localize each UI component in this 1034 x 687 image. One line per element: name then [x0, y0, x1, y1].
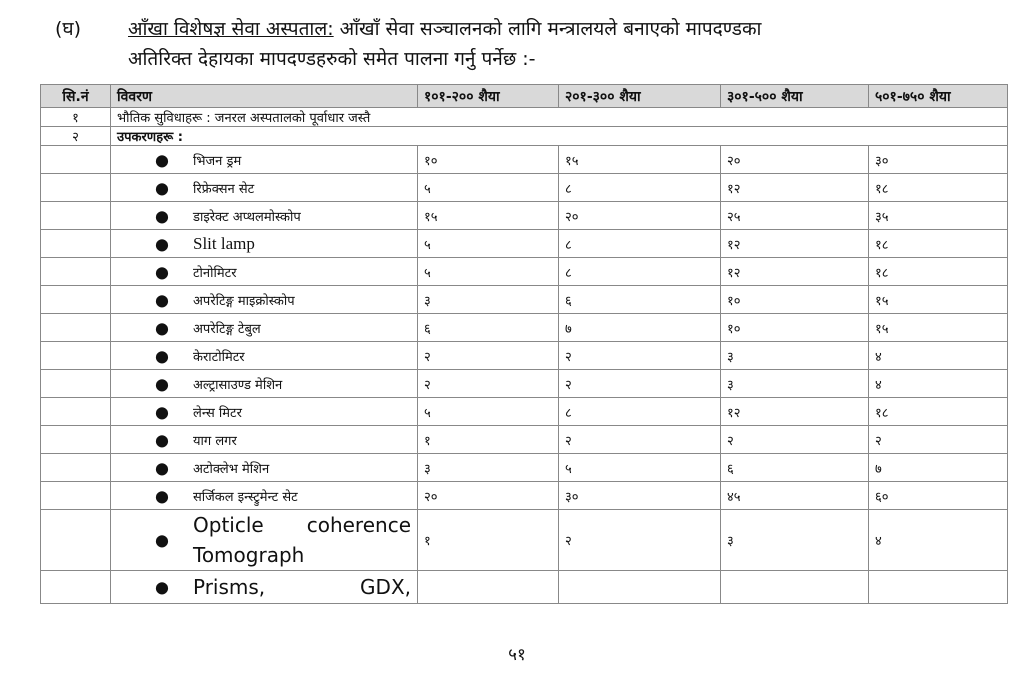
header-beds-301-500: ३०१-५०० शैया	[721, 85, 869, 108]
bullet-icon: ●	[155, 374, 169, 393]
table-row	[41, 146, 1008, 174]
bullet-icon: ●	[155, 577, 169, 597]
item-name	[193, 510, 411, 570]
value-beds-101-200: २	[418, 370, 559, 398]
item-name-cell	[111, 342, 418, 370]
table-row	[41, 571, 1008, 604]
heading-line-1	[128, 14, 761, 44]
value-beds-301-500: २	[721, 426, 869, 454]
value-beds-201-300: ३०	[559, 482, 721, 510]
item-name: अपरेटिङ्ग माइक्रोस्कोप	[193, 293, 295, 309]
value-beds-501-750	[869, 571, 1008, 604]
item-name-cell	[111, 454, 418, 482]
value-beds-501-750: १८	[869, 258, 1008, 286]
bullet-icon: ●	[155, 430, 169, 449]
value-beds-101-200: ५	[418, 398, 559, 426]
table-row	[41, 258, 1008, 286]
row-serial-no	[41, 314, 111, 342]
value-beds-101-200: ५	[418, 258, 559, 286]
row-serial-no	[41, 398, 111, 426]
heading-line-1-text: आँखाँ सेवा सञ्चालनको लागि मन्त्रालयले बनाएको मापदण्डका	[339, 18, 762, 40]
item-name-line-1: Opticle coherence	[193, 513, 411, 537]
row-serial-no	[41, 174, 111, 202]
item-name: याग लगर	[193, 433, 237, 449]
bullet-icon: ●	[155, 262, 169, 281]
table-row	[41, 202, 1008, 230]
value-beds-501-750: २	[869, 426, 1008, 454]
table-row	[41, 314, 1008, 342]
item-name-cell	[111, 174, 418, 202]
value-beds-301-500: २०	[721, 146, 869, 174]
value-beds-201-300: २	[559, 342, 721, 370]
value-beds-501-750: ४	[869, 370, 1008, 398]
item-name: अपरेटिङ्ग टेबुल	[193, 321, 261, 337]
header-beds-201-300: २०१-३०० शैया	[559, 85, 721, 108]
value-beds-201-300: ८	[559, 174, 721, 202]
bullet-icon: ●	[155, 530, 169, 550]
row-serial-no	[41, 510, 111, 571]
value-beds-501-750: १५	[869, 314, 1008, 342]
value-beds-301-500: ३	[721, 370, 869, 398]
value-beds-501-750: ४	[869, 510, 1008, 571]
item-name-cell	[111, 146, 418, 174]
value-beds-101-200: ५	[418, 230, 559, 258]
table-row	[41, 454, 1008, 482]
value-beds-301-500: ४५	[721, 482, 869, 510]
value-beds-201-300: ८	[559, 230, 721, 258]
header-description: विवरण	[111, 85, 418, 108]
row-serial-no	[41, 454, 111, 482]
item-name-cell	[111, 258, 418, 286]
value-beds-301-500: १२	[721, 230, 869, 258]
table-header-row	[41, 85, 1008, 108]
row-serial-no	[41, 370, 111, 398]
table-row	[41, 108, 1008, 127]
item-name: केराटोमिटर	[193, 349, 245, 365]
value-beds-101-200: १	[418, 426, 559, 454]
bullet-icon: ●	[155, 318, 169, 337]
value-beds-501-750: १५	[869, 286, 1008, 314]
item-name: टोनोमिटर	[193, 265, 237, 281]
value-beds-301-500: ६	[721, 454, 869, 482]
bullet-icon: ●	[155, 346, 169, 365]
item-name-cell	[111, 571, 418, 604]
item-name-cell	[111, 202, 418, 230]
equipment-table	[40, 84, 1008, 604]
value-beds-301-500: १०	[721, 286, 869, 314]
page-number: ५१	[508, 645, 526, 665]
bullet-icon: ●	[155, 178, 169, 197]
row-serial-no	[41, 146, 111, 174]
row-serial-no	[41, 342, 111, 370]
value-beds-501-750: ३०	[869, 146, 1008, 174]
value-beds-201-300: ८	[559, 258, 721, 286]
value-beds-101-200: ६	[418, 314, 559, 342]
item-name: सर्जिकल इन्स्ट्रुमेन्ट सेट	[193, 489, 298, 505]
value-beds-301-500: २५	[721, 202, 869, 230]
row-serial-no	[41, 482, 111, 510]
item-name-cell	[111, 398, 418, 426]
value-beds-301-500: १२	[721, 258, 869, 286]
item-name: डाइरेक्ट अप्थलमोस्कोप	[193, 209, 301, 225]
value-beds-101-200: २०	[418, 482, 559, 510]
bullet-icon: ●	[155, 458, 169, 477]
item-name-cell	[111, 482, 418, 510]
header-beds-101-200: १०१-२०० शैया	[418, 85, 559, 108]
value-beds-101-200: १०	[418, 146, 559, 174]
value-beds-501-750: १८	[869, 230, 1008, 258]
item-name-cell	[111, 510, 418, 571]
row-serial-no: २	[41, 127, 111, 146]
value-beds-201-300: २	[559, 510, 721, 571]
value-beds-201-300: २०	[559, 202, 721, 230]
value-beds-101-200: २	[418, 342, 559, 370]
item-name-cell	[111, 426, 418, 454]
row-serial-no	[41, 571, 111, 604]
value-beds-301-500: १२	[721, 398, 869, 426]
item-name: अटोक्लेभ मेशिन	[193, 461, 270, 477]
bullet-icon: ●	[155, 402, 169, 421]
bullet-icon: ●	[155, 150, 169, 169]
table-row	[41, 127, 1008, 146]
table-row	[41, 482, 1008, 510]
bullet-icon: ●	[155, 486, 169, 505]
item-name-cell	[111, 314, 418, 342]
row-serial-no	[41, 286, 111, 314]
table-row	[41, 370, 1008, 398]
item-name-cell	[111, 230, 418, 258]
value-beds-501-750: ७	[869, 454, 1008, 482]
item-name: Prisms, GDX,	[193, 575, 411, 599]
item-name: भिजन ड्रम	[193, 153, 242, 169]
row-serial-no	[41, 258, 111, 286]
value-beds-101-200: ३	[418, 454, 559, 482]
item-name-line-2: Tomograph	[193, 543, 305, 567]
header-serial-no: सि.नं	[41, 85, 111, 108]
table-row	[41, 426, 1008, 454]
table-row	[41, 286, 1008, 314]
row-serial-no	[41, 230, 111, 258]
item-name-cell	[111, 286, 418, 314]
value-beds-301-500: ३	[721, 342, 869, 370]
value-beds-501-750: १८	[869, 174, 1008, 202]
section-title: आँखा विशेषज्ञ सेवा अस्पताल:	[128, 18, 334, 40]
value-beds-501-750: ४	[869, 342, 1008, 370]
value-beds-501-750: ६०	[869, 482, 1008, 510]
row-description: भौतिक सुविधाहरू : जनरल अस्पतालको पूर्वाधार जस्तै	[111, 108, 1008, 127]
value-beds-201-300: २	[559, 370, 721, 398]
value-beds-501-750: ३५	[869, 202, 1008, 230]
value-beds-201-300: १५	[559, 146, 721, 174]
section-label: (घ)	[55, 18, 82, 40]
row-description: उपकरणहरू :	[111, 127, 1008, 146]
bullet-icon: ●	[155, 290, 169, 309]
table-row	[41, 174, 1008, 202]
row-serial-no: १	[41, 108, 111, 127]
table-row	[41, 230, 1008, 258]
item-name: लेन्स मिटर	[193, 405, 242, 421]
value-beds-101-200: ३	[418, 286, 559, 314]
table-row	[41, 342, 1008, 370]
value-beds-201-300: ५	[559, 454, 721, 482]
value-beds-501-750: १८	[869, 398, 1008, 426]
item-name: रिफ्रेक्सन सेट	[193, 181, 255, 197]
row-serial-no	[41, 426, 111, 454]
value-beds-101-200: ५	[418, 174, 559, 202]
value-beds-201-300	[559, 571, 721, 604]
item-name-cell	[111, 370, 418, 398]
item-name: अल्ट्रासाउण्ड मेशिन	[193, 377, 283, 393]
bullet-icon: ●	[155, 206, 169, 225]
value-beds-301-500: १२	[721, 174, 869, 202]
value-beds-201-300: २	[559, 426, 721, 454]
row-serial-no	[41, 202, 111, 230]
table-row	[41, 398, 1008, 426]
value-beds-301-500: १०	[721, 314, 869, 342]
value-beds-201-300: ८	[559, 398, 721, 426]
value-beds-301-500: ३	[721, 510, 869, 571]
value-beds-201-300: ७	[559, 314, 721, 342]
value-beds-101-200	[418, 571, 559, 604]
heading-line-2: अतिरिक्त देहायका मापदण्डहरुको समेत पालना गर्नु पर्नेछ :-	[128, 48, 536, 70]
item-name: Slit lamp	[193, 233, 255, 253]
value-beds-101-200: १५	[418, 202, 559, 230]
value-beds-101-200: १	[418, 510, 559, 571]
bullet-icon: ●	[155, 234, 169, 253]
header-beds-501-750: ५०१-७५० शैया	[869, 85, 1008, 108]
value-beds-201-300: ६	[559, 286, 721, 314]
table-row	[41, 510, 1008, 571]
value-beds-301-500	[721, 571, 869, 604]
